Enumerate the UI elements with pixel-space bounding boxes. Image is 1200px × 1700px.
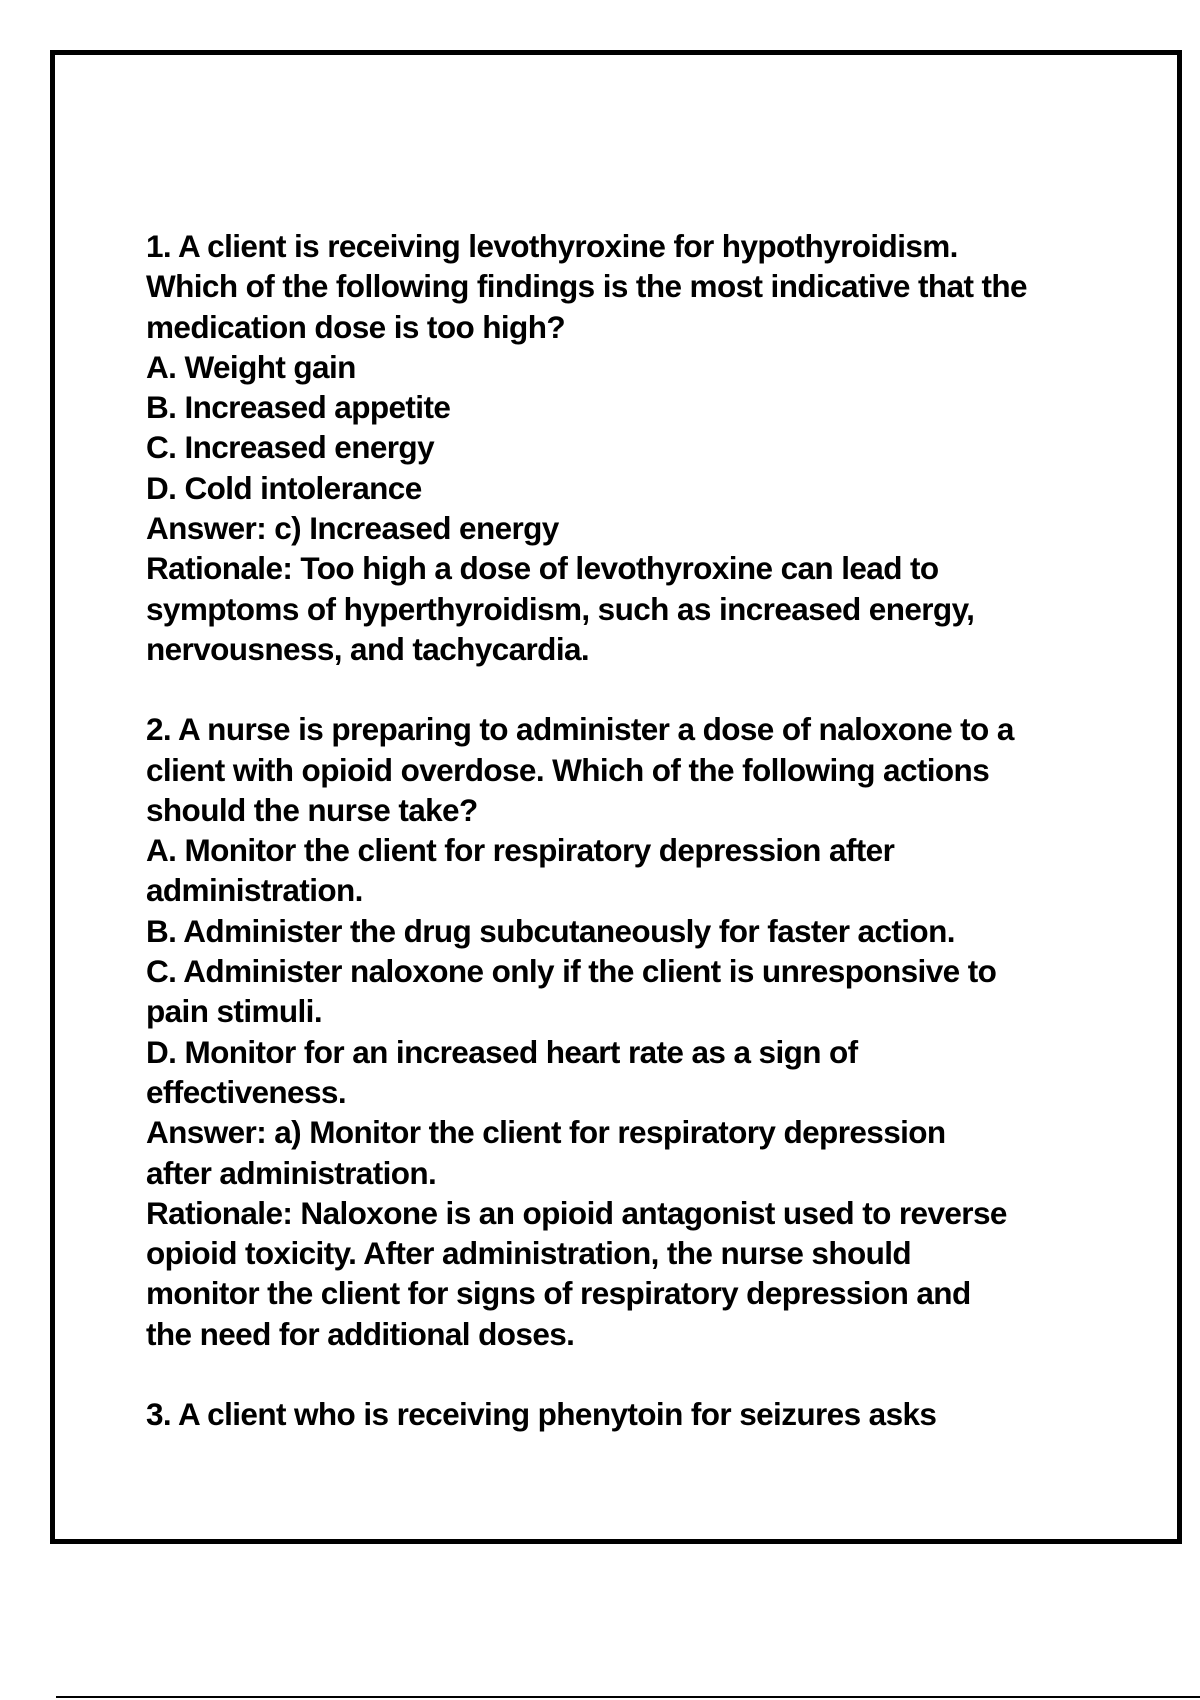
- question-1-rationale-line-1: Rationale: Too high a dose of levothyroxine can lead to: [146, 550, 939, 587]
- question-spacer: [146, 1354, 1096, 1394]
- question-1-stem-line-2: Which of the following findings is the most indicative that the: [146, 268, 1027, 305]
- question-2-option-d-line-2: effectiveness.: [146, 1073, 346, 1110]
- question-2-option-c-line-1: C. Administer naloxone only if the client is unresponsive to: [146, 953, 997, 990]
- question-1-option-c: C. Increased energy: [146, 429, 434, 466]
- question-2-rationale-line-4: the need for additional doses.: [146, 1315, 575, 1352]
- question-spacer: [146, 669, 1096, 709]
- question-2-rationale-line-1: Rationale: Naloxone is an opioid antagonist used to reverse: [146, 1194, 1007, 1231]
- question-2-stem-line-3: should the nurse take?: [146, 791, 478, 828]
- question-1-stem-line-1: 1. A client is receiving levothyroxine for hypothyroidism.: [146, 228, 958, 264]
- question-2-answer-line-1: Answer: a) Monitor the client for respiratory depression: [146, 1114, 946, 1151]
- question-1-option-d: D. Cold intolerance: [146, 469, 422, 506]
- question-2-rationale-line-2: opioid toxicity. After administration, the nurse should: [146, 1235, 912, 1272]
- question-2-rationale-line-3: monitor the client for signs of respiratory depression and: [146, 1275, 971, 1312]
- question-3-stem-line-1: 3. A client who is receiving phenytoin for seizures asks: [146, 1396, 937, 1433]
- question-1-option-a: A. Weight gain: [146, 348, 356, 385]
- question-2-option-c-line-2: pain stimuli.: [146, 993, 322, 1030]
- question-2-stem-line-2: client with opioid overdose. Which of the following actions: [146, 751, 990, 788]
- question-1-rationale-line-2: symptoms of hyperthyroidism, such as increased energy,: [146, 590, 975, 627]
- bottom-divider: [56, 1696, 1200, 1698]
- question-2-answer-line-2: after administration.: [146, 1154, 437, 1191]
- question-1-rationale-line-3: nervousness, and tachycardia.: [146, 630, 590, 667]
- question-1-stem-line-3: medication dose is too high?: [146, 308, 565, 345]
- question-1-option-b: B. Increased appetite: [146, 389, 451, 426]
- question-2-option-b: B. Administer the drug subcutaneously for faster action.: [146, 912, 955, 949]
- question-2-option-a-line-1: A. Monitor the client for respiratory depression after: [146, 832, 895, 869]
- question-2-stem-line-1: 2. A nurse is preparing to administer a dose of naloxone to a: [146, 711, 1014, 748]
- question-2-option-d-line-1: D. Monitor for an increased heart rate as a sign of: [146, 1033, 858, 1070]
- document-text: [146, 226, 1096, 1434]
- question-1-answer: Answer: c) Increased energy: [146, 510, 559, 547]
- question-2-option-a-line-2: administration.: [146, 872, 363, 909]
